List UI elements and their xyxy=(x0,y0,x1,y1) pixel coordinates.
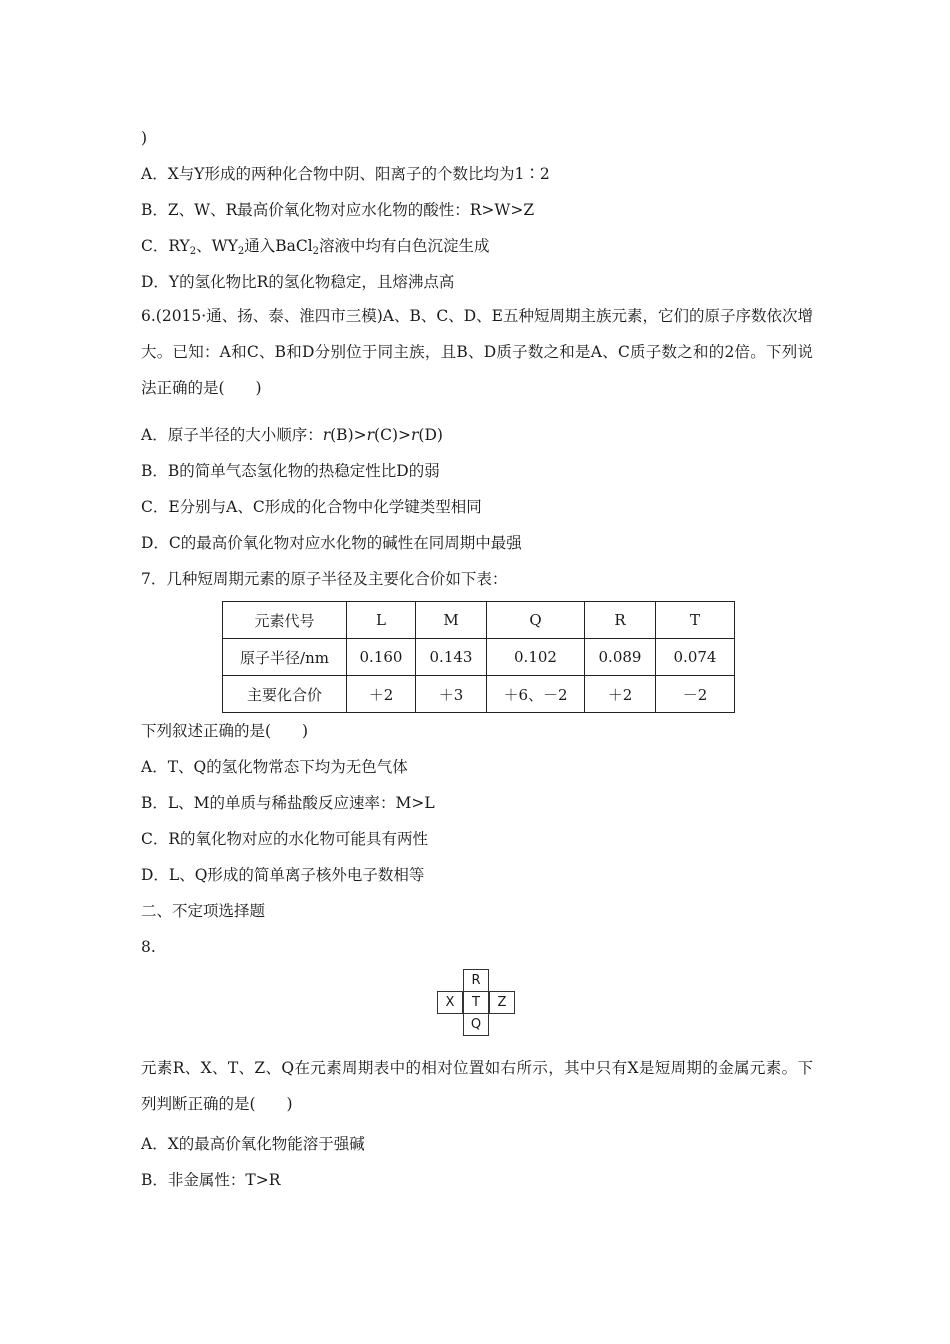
q6-option-b: B．B的简单气态氢化物的热稳定性比D的弱 xyxy=(141,462,440,480)
table-cell: 原子半径/nm xyxy=(223,639,347,676)
q8-option-b: B．非金属性：T>R xyxy=(141,1171,281,1189)
grid-cell-right: Z xyxy=(489,991,515,1014)
table-cell: L xyxy=(347,602,416,639)
q5-option-c-sub-3: 2 xyxy=(312,246,320,257)
table-cell: ＋3 xyxy=(416,676,487,713)
q6-option-a-r-1: r xyxy=(322,426,331,444)
grid-cell-left: X xyxy=(437,991,463,1014)
q5-option-c xyxy=(141,236,490,256)
q6-option-a-text-3: (C)> xyxy=(374,426,411,444)
grid-cell-center: T xyxy=(463,991,489,1014)
table-row xyxy=(223,639,735,676)
table-cell: 元素代号 xyxy=(223,602,347,639)
table-row xyxy=(223,676,735,713)
q5-option-c-sub-2: 2 xyxy=(237,246,245,257)
q5-option-c-text-3: 通入BaCl xyxy=(244,237,313,255)
q5-option-b: B．Z、W、R最高价氧化物对应水化物的酸性：R>W>Z xyxy=(141,201,535,219)
q6-option-a-text-4: (D) xyxy=(418,426,443,444)
table-cell: T xyxy=(656,602,735,639)
q7-option-a: A．T、Q的氢化物常态下均为无色气体 xyxy=(141,758,408,776)
q7-option-d: D．L、Q形成的简单离子核外电子数相等 xyxy=(141,866,425,884)
table-cell: ＋2 xyxy=(585,676,656,713)
table-cell: M xyxy=(416,602,487,639)
table-cell: 0.102 xyxy=(487,639,585,676)
table-cell: 0.074 xyxy=(656,639,735,676)
q6-option-d: D．C的最高价氧化物对应水化物的碱性在同周期中最强 xyxy=(141,534,522,552)
q7-option-b: B．L、M的单质与稀盐酸反应速率：M>L xyxy=(141,794,435,812)
table-cell: 0.160 xyxy=(347,639,416,676)
element-properties-table xyxy=(222,601,735,713)
q8-number: 8. xyxy=(141,938,156,956)
q5-option-a: A．X与Y形成的两种化合物中阴、阳离子的个数比均为1∶2 xyxy=(141,165,550,183)
q7-stem: 7．几种短周期元素的原子半径及主要化合价如下表： xyxy=(141,570,508,588)
q8-option-a: A．X的最高价氧化物能溶于强碱 xyxy=(141,1135,365,1153)
table-cell: 0.143 xyxy=(416,639,487,676)
q6-option-a xyxy=(141,425,443,445)
grid-cell-top: R xyxy=(463,969,489,992)
q5-option-c-text-2: 、WY xyxy=(196,237,238,255)
q6-option-a-r-3: r xyxy=(410,426,419,444)
q5-stem-tail: ) xyxy=(141,129,148,147)
q6-option-a-text-1: A．原子半径的大小顺序： xyxy=(141,426,323,444)
table-cell: Q xyxy=(487,602,585,639)
grid-cell-bottom: Q xyxy=(463,1013,489,1036)
table-row xyxy=(223,602,735,639)
q8-stem: 元素R、X、T、Z、Q在元素周期表中的相对位置如右所示，其中只有X是短周期的金属元素。下列判断正确的是( ) xyxy=(141,1059,813,1113)
q5-option-d: D．Y的氢化物比R的氢化物稳定，且熔沸点高 xyxy=(141,273,455,291)
table-cell: R xyxy=(585,602,656,639)
table-cell: 主要化合价 xyxy=(223,676,347,713)
table-cell: 0.089 xyxy=(585,639,656,676)
q6-option-a-r-2: r xyxy=(366,426,375,444)
table-cell: ＋6、－2 xyxy=(487,676,585,713)
q5-option-c-text-1: C．RY xyxy=(141,237,190,255)
q6-option-c: C．E分别与A、C形成的化合物中化学键类型相同 xyxy=(141,498,482,516)
table-cell: ＋2 xyxy=(347,676,416,713)
q5-option-c-sub-1: 2 xyxy=(189,246,197,257)
periodic-position-diagram xyxy=(437,969,516,1041)
table-cell: －2 xyxy=(656,676,735,713)
q5-option-c-text-4: 溶液中均有白色沉淀生成 xyxy=(319,237,490,255)
q7-option-c: C．R的氧化物对应的水化物可能具有两性 xyxy=(141,830,429,848)
q6-stem: 6.(2015·通、扬、泰、淮四市三模)A、B、C、D、E五种短周期主族元素，它们的原子序数依次增大。已知：A和C、B和D分别位于同主族，且B、D质子数之和是A、C质子数之和的2倍。下列说法正确的是( ) xyxy=(141,307,813,397)
q7-question: 下列叙述正确的是( ) xyxy=(141,722,309,740)
q6-option-a-text-2: (B)> xyxy=(330,426,367,444)
section-heading: 二、不定项选择题 xyxy=(141,902,266,920)
